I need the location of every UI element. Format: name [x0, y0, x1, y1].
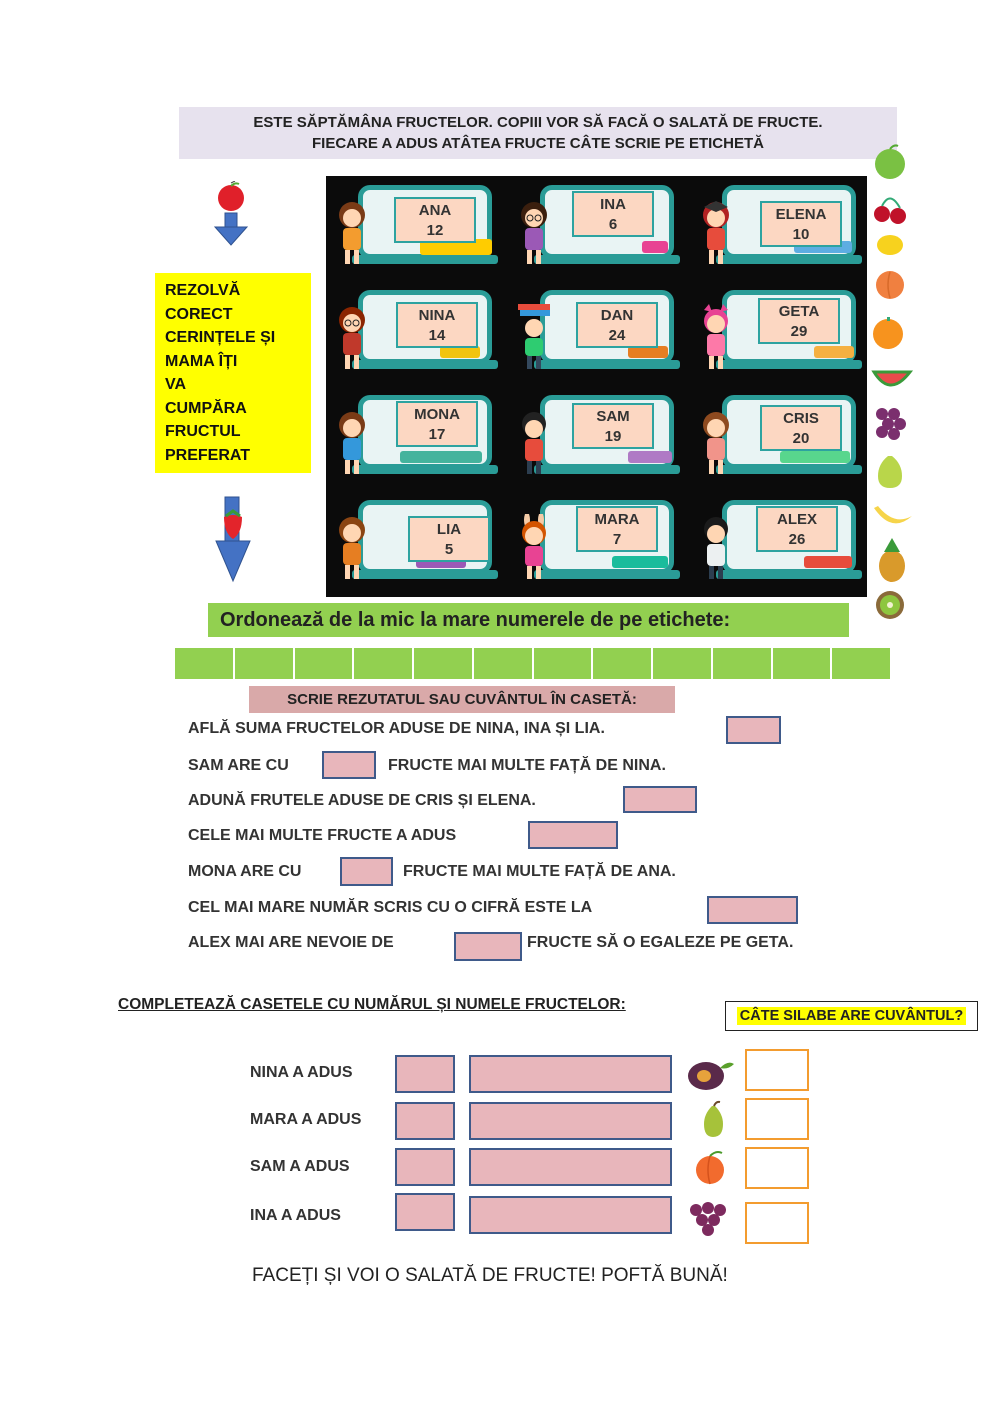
child-name: INA [600, 196, 626, 213]
sort-answer-cell[interactable] [354, 648, 414, 679]
child-card [694, 496, 860, 587]
child-name: MARA [594, 511, 640, 528]
boy-books-icon [514, 304, 554, 372]
answer-box-1[interactable] [726, 716, 781, 744]
child-name: ALEX [776, 511, 817, 528]
child-name: ANA [418, 202, 452, 219]
fruit-count-box[interactable] [395, 1193, 455, 1231]
girl-cat-ears-icon [696, 304, 736, 372]
child-card [694, 181, 860, 272]
child-count: 26 [788, 531, 806, 548]
fruit-name-box[interactable] [469, 1148, 672, 1186]
answer-box-5[interactable] [340, 857, 393, 886]
lemon-icon [877, 235, 903, 255]
question-2b: FRUCTE MAI MULTE FAȚĂ DE NINA. [388, 757, 666, 774]
child-label [572, 403, 654, 449]
child-count: 20 [792, 430, 810, 447]
answer-box-6[interactable] [707, 896, 798, 924]
sort-answer-cell[interactable] [832, 648, 892, 679]
fruit-name-box[interactable] [469, 1055, 672, 1093]
boy-icon [696, 514, 736, 582]
child-count: 12 [426, 222, 444, 239]
instruction-line: MAMA ÎȚI [165, 352, 238, 370]
syllable-count-box[interactable] [745, 1147, 809, 1189]
apple-green-icon [875, 145, 905, 179]
question-2a: SAM ARE CU [188, 757, 289, 774]
question-7b: FRUCTE SĂ O EGALEZE PE GETA. [527, 934, 794, 951]
child-label [576, 302, 658, 348]
plum-icon [684, 1056, 736, 1092]
worksheet-header [179, 107, 897, 159]
child-card [512, 286, 678, 377]
child-label [396, 302, 478, 348]
question-3: ADUNĂ FRUTELE ADUSE DE CRIS ȘI ELENA. [188, 792, 536, 809]
question-5a: MONA ARE CU [188, 863, 302, 880]
syllable-count-box[interactable] [745, 1049, 809, 1091]
child-label [408, 516, 490, 562]
sort-answer-cell[interactable] [295, 648, 355, 679]
answer-box-4[interactable] [528, 821, 618, 849]
sort-answer-cell[interactable] [713, 648, 773, 679]
child-label [756, 506, 838, 552]
child-card [694, 286, 860, 377]
fruit-column [866, 142, 926, 624]
child-name: LIA [436, 521, 462, 538]
girl-glasses-icon [514, 199, 554, 267]
instruction-line: PREFERAT [165, 446, 251, 464]
fruit-name-box[interactable] [469, 1102, 672, 1140]
children-board [326, 176, 867, 597]
cherries-icon [874, 198, 906, 224]
pear-icon [878, 456, 902, 488]
instruction-box [155, 273, 311, 473]
child-count: 19 [604, 428, 622, 445]
child-count: 5 [444, 541, 454, 558]
peach-icon [876, 271, 904, 299]
child-count: 7 [612, 531, 622, 548]
fruit-row-label: SAM A ADUS [250, 1158, 350, 1175]
child-name: GETA [778, 303, 820, 320]
orange-icon [873, 317, 903, 349]
banana-icon [874, 506, 912, 523]
strawberry-arrow-icon [212, 495, 254, 587]
sort-answer-row [175, 648, 892, 679]
question-7a: ALEX MAI ARE NEVOIE DE [188, 934, 394, 951]
sort-answer-cell[interactable] [474, 648, 534, 679]
kiwi-icon [876, 591, 904, 619]
girl-icon [332, 199, 372, 267]
answer-box-2[interactable] [322, 751, 376, 779]
complete-title: COMPLETEAZĂ CASETELE CU NUMĂRUL ȘI NUMELE FRUCTELOR: [118, 996, 626, 1013]
header-line-2: FIECARE A ADUS ATÂTEA FRUCTE CÂTE SCRIE PE ETICHETĂ [312, 135, 764, 152]
syllable-count-box[interactable] [745, 1098, 809, 1140]
answer-box-7[interactable] [454, 932, 522, 961]
child-card [330, 496, 496, 587]
child-name: DAN [600, 307, 634, 324]
watermelon-icon [874, 372, 910, 385]
question-5b: FRUCTE MAI MULTE FAȚĂ DE ANA. [403, 863, 676, 880]
girl-glasses-icon [332, 304, 372, 372]
pear-icon [694, 1100, 732, 1140]
sort-answer-cell[interactable] [175, 648, 235, 679]
child-card [330, 286, 496, 377]
sort-answer-cell[interactable] [653, 648, 713, 679]
fruit-count-box[interactable] [395, 1102, 455, 1140]
pineapple-icon [879, 538, 905, 582]
sort-answer-cell[interactable] [773, 648, 833, 679]
question-6: CEL MAI MARE NUMĂR SCRIS CU O CIFRĂ ESTE LA [188, 899, 593, 916]
peach-icon [692, 1150, 728, 1186]
child-count: 14 [428, 327, 446, 344]
sort-answer-cell[interactable] [414, 648, 474, 679]
child-card [330, 391, 496, 482]
answer-box-3[interactable] [623, 786, 697, 813]
child-card [512, 496, 678, 587]
child-name: NINA [418, 307, 456, 324]
header-line-1: ESTE SĂPTĂMÂNA FRUCTELOR. COPIII VOR SĂ FACĂ O SALATĂ DE FRUCTE. [253, 114, 823, 131]
child-count: 6 [608, 216, 618, 233]
grapes-icon [876, 408, 906, 440]
question-1: AFLĂ SUMA FRUCTELOR ADUSE DE NINA, INA ȘI LIA. [188, 720, 605, 737]
fruit-row-label: INA A ADUS [250, 1207, 341, 1224]
sort-task-title: Ordonează de la mic la mare numerele de pe etichete: [208, 603, 849, 637]
child-name: ELENA [775, 206, 827, 223]
boy-icon [514, 409, 554, 477]
child-name: MONA [414, 406, 460, 423]
question-4: CELE MAI MULTE FRUCTE A ADUS [188, 827, 457, 844]
instruction-line: REZOLVĂ [165, 282, 241, 299]
fruit-count-box[interactable] [395, 1148, 455, 1186]
child-count: 29 [790, 323, 808, 340]
instruction-line: FRUCTUL [165, 423, 241, 440]
fruit-row-label: NINA A ADUS [250, 1064, 353, 1081]
grapes-icon [686, 1198, 732, 1240]
child-card [694, 391, 860, 482]
girl-icon [696, 409, 736, 477]
syllables-title [725, 1001, 978, 1031]
child-name: CRIS [783, 410, 819, 427]
girl-bunny-icon [514, 514, 554, 582]
syllable-count-box[interactable] [745, 1202, 809, 1244]
instruction-line: VA [165, 376, 187, 393]
sort-answer-cell[interactable] [534, 648, 594, 679]
results-title: SCRIE REZUTATUL SAU CUVÂNTUL ÎN CASETĂ: [249, 686, 675, 713]
child-card [330, 181, 496, 272]
child-count: 10 [792, 226, 810, 243]
child-card [512, 181, 678, 272]
child-label [758, 298, 840, 344]
child-label [760, 201, 842, 247]
child-label [576, 506, 658, 552]
fruit-row-label: MARA A ADUS [250, 1111, 362, 1128]
girl-graduate-icon [696, 199, 736, 267]
sort-answer-cell[interactable] [593, 648, 653, 679]
child-label [572, 191, 654, 237]
girl-icon [332, 514, 372, 582]
instruction-line: CORECT [165, 305, 233, 323]
child-count: 17 [428, 426, 446, 443]
child-count: 24 [608, 327, 626, 344]
syllables-title-text: CÂTE SILABE ARE CUVÂNTUL? [737, 1007, 966, 1025]
apple-arrow-icon [211, 181, 251, 247]
instruction-line: CUMPĂRA [165, 399, 247, 417]
girl-icon [332, 409, 372, 477]
child-name: SAM [596, 408, 630, 425]
child-label [396, 401, 478, 447]
footer-message: FACEȚI ȘI VOI O SALATĂ DE FRUCTE! POFTĂ BUNĂ! [252, 1265, 728, 1286]
child-label [760, 405, 842, 451]
sort-answer-cell[interactable] [235, 648, 295, 679]
instruction-line: CERINȚELE ȘI [165, 329, 276, 346]
child-card [512, 391, 678, 482]
child-label [394, 197, 476, 243]
fruit-count-box[interactable] [395, 1055, 455, 1093]
fruit-name-box[interactable] [469, 1196, 672, 1234]
